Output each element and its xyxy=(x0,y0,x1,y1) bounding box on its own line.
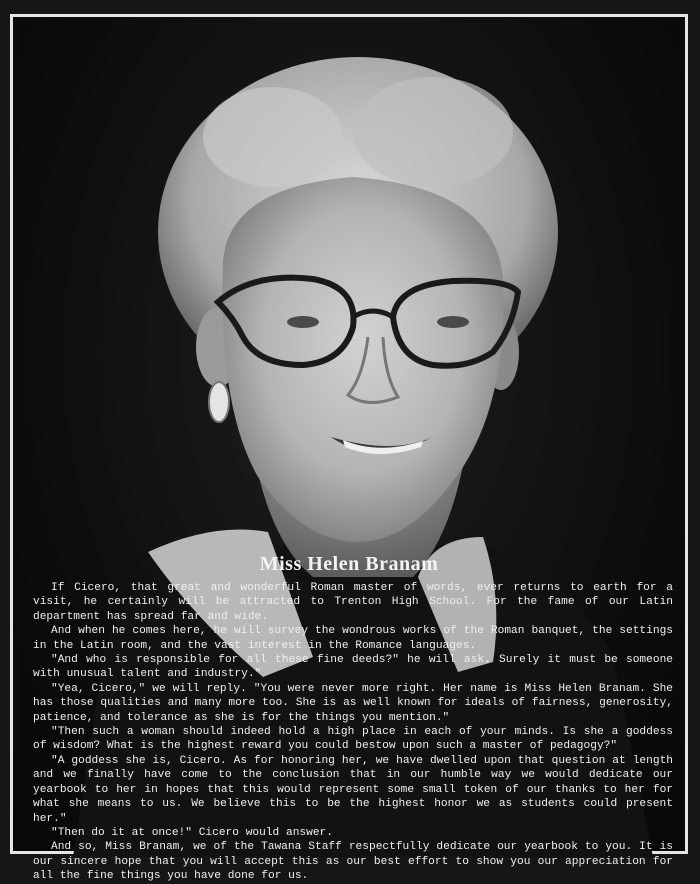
paragraph: "A goddess she is, Cicero. As for honoring her, we have dwelled upon that question at length and we finally have come to the conclusion that in our humble way we would dedicate our yearbook to her in hopes that this would represent some small token of our thanks to her for what she means to us. We believe this to be the highest honor we as students could present her." xyxy=(33,754,673,825)
paragraph: And so, Miss Branam, we of the Tawana Staff respectfully dedicate our yearbook to you. It is our sincere hope that you will accept this as our best effort to show you our appreciation for all the fine things you have done for us. xyxy=(33,841,673,883)
yearbook-page xyxy=(10,14,688,883)
paragraph: "Yea, Cicero," we will reply. "You were never more right. Her name is Miss Helen Branam. She has those qualities and many more too. She is as well known for ideals of fairness, generosity, patience, and tolerance as she is for the things you mention." xyxy=(33,682,673,724)
paragraph: If Cicero, that great and wonderful Roman master of words, ever returns to earth for a visit, he certainly will be attracted to Trenton High School. For the fame of our Latin department has spread far and wide. xyxy=(33,582,673,623)
paragraph: "Then such a woman should indeed hold a high place in each of your minds. Is she a goddess of wisdom? What is the highest reward you could bestow upon such a master of pedagogy?" xyxy=(33,726,673,753)
dedication-text xyxy=(33,581,673,884)
dedication-heading: Miss Helen Branam xyxy=(259,553,439,575)
paragraph: And when he comes here, he will survey the wondrous works of the Roman banquet, the settings in the Latin room, and the vast interest in the Romance languages. xyxy=(33,625,673,652)
paragraph: "Then do it at once!" Cicero would answer. xyxy=(51,826,333,839)
paragraph: "And who is responsible for all these fine deeds?" he will ask. Surely it must be someone with unusual talent and industry." xyxy=(33,654,673,681)
